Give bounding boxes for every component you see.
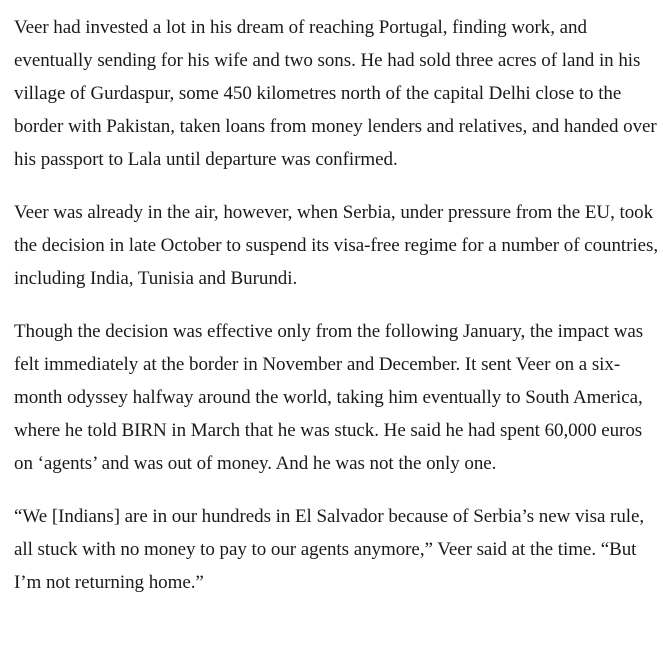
article-paragraph-1: Veer had invested a lot in his dream of reaching Portugal, finding work, and eventually sending for his wife and two sons. He had sold three acres of land in his village of Gurdaspur, some 450 kilometres north of the capital Delhi close to the border with Pakistan, taken loans from money lenders and relatives, and handed over his passport to Lala until departure was confirmed. [14,17,657,170]
article-paragraph-2: Veer was already in the air, however, when Serbia, under pressure from the EU, took the decision in late October to suspend its visa-free regime for a number of countries, including India, Tunisia and Burundi. [14,202,659,289]
article-paragraph-4: “We [Indians] are in our hundreds in El Salvador because of Serbia’s new visa rule, all stuck with no money to pay to our agents anymore,” Veer said at the time. “But I’m not returning home.” [14,506,645,593]
article-paragraph-3: Though the decision was effective only from the following January, the impact was felt immediately at the border in November and December. It sent Veer on a six-month odyssey halfway around the world, taking him eventually to South America, where he told BIRN in March that he was stuck. He said he had spent 60,000 euros on ‘agents’ and was out of money. And he was not the only one. [14,321,644,474]
